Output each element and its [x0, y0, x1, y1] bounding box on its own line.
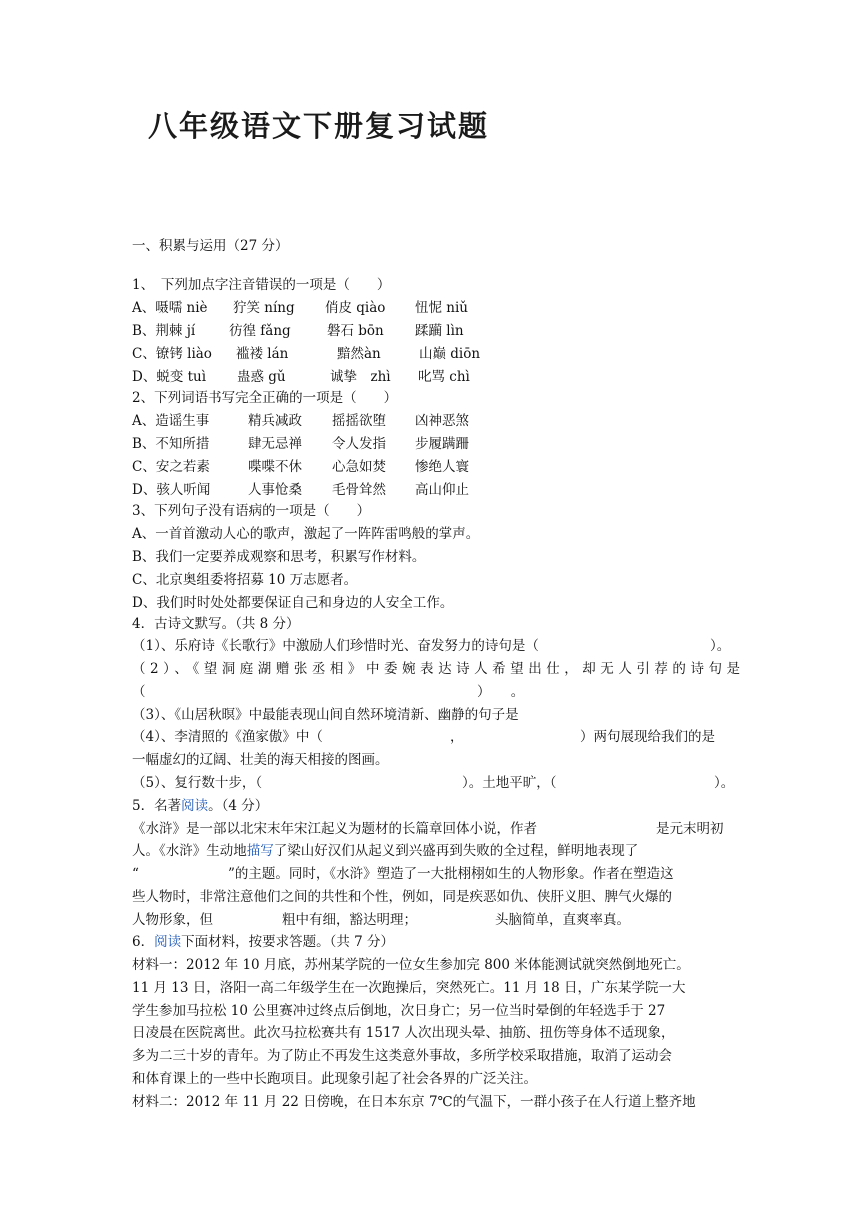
q1-b-3: 磐石 bōn	[327, 323, 384, 339]
q4-item-1	[132, 637, 730, 655]
q5-line-3-a: “	[132, 866, 139, 882]
q1-option-d	[132, 368, 470, 386]
q2-b-2: 肆无忌禅	[248, 436, 302, 452]
q4-item-2-open: （	[132, 684, 146, 700]
q2-a-1: A、造谣生事	[132, 413, 210, 429]
q2-b-3: 令人发指	[332, 436, 386, 452]
q5-stem-b: 。（4 分）	[208, 798, 269, 814]
q1-d-3: 诚挚 zhì	[330, 369, 391, 385]
q1-b-4: 蹂躏 lìn	[415, 323, 464, 339]
q5-line-1-a: 《水浒》是一部以北宋末年宋江起义为题材的长篇章回体小说，作者	[132, 821, 537, 837]
q1-d-2: 蛊惑 gǔ	[237, 369, 286, 385]
q6-stem: 6．阅读下面材料，按要求答题。（共 7 分）	[132, 934, 395, 950]
q5-line-3	[132, 865, 674, 883]
q5-stem	[132, 797, 268, 815]
q5-line-1	[132, 820, 724, 838]
q4-item-5-c: ）。	[714, 775, 735, 791]
q5-describe-link[interactable]: 描写	[246, 843, 274, 859]
q2-d-4: 高山仰止	[415, 482, 469, 498]
q5-line-5-b: 粗中有细，豁达明理；	[282, 912, 417, 928]
q1-stem: 1、 下列加点字注音错误的一项是（ ）	[132, 277, 391, 293]
q4-item-5-a: （5）、复行数十步，（	[132, 775, 263, 791]
q1-d-4: 叱骂 chì	[418, 369, 470, 385]
q6-reading-link[interactable]: 阅读	[154, 934, 182, 950]
q5-line-4: 些人物时，非常注意他们之间的共性和个性，例如，同是疾恶如仇、侠肝义胆、脾气火爆的	[132, 889, 672, 905]
q1-a-1: A、嗫嚅 niè	[132, 300, 208, 316]
q2-d-3: 毛骨耸然	[332, 482, 386, 498]
q4-item-1-text: （1）、乐府诗《长歌行》中激励人们珍惜时光、奋发努力的诗句是（	[132, 638, 539, 654]
q1-option-a	[132, 299, 468, 317]
q1-c-3: 黯然àn	[337, 346, 381, 362]
q5-stem-a: 5．名著	[132, 798, 182, 814]
q6-line-5: 多为二三十岁的青年。为了防止不再发生这类意外事故，多所学校采取措施，取消了运动会	[132, 1048, 672, 1064]
q2-option-a	[132, 412, 469, 430]
q5-line-2-a: 人。《水浒》生动地	[132, 843, 247, 859]
q6-line-1: 材料一：2012 年 10 月底，苏州某学院的一位女生参加完 800 米体能测试就突然倒地死亡。	[132, 957, 690, 973]
q1-b-1: B、荆棘 jí	[132, 323, 196, 339]
q4-item-5-b: ）。土地平旷，（	[462, 775, 557, 791]
q5-line-2-b: 了梁山好汉们从起义到兴盛再到失败的全过程，鲜明地表现了	[273, 843, 639, 859]
q1-d-1: D、蜕变 tuì	[132, 369, 207, 385]
q3-option-b: B、我们一定要养成观察和思考，积累写作材料。	[132, 549, 426, 565]
q2-a-3: 摇摇欲堕	[332, 413, 386, 429]
q2-c-4: 惨绝人寰	[415, 459, 469, 475]
q3-option-d: D、我们时时处处都要保证自己和身边的人安全工作。	[132, 595, 454, 611]
section-heading: 一、积累与运用（27 分）	[132, 238, 289, 254]
q5-line-3-b: ”的主题。同时，《水浒》塑造了一大批栩栩如生的人物形象。作者在塑造这	[228, 866, 674, 882]
q4-item-1-close: ）。	[710, 638, 731, 654]
q4-item-4-tail: ）两句展现给我们的是	[580, 729, 715, 745]
q1-c-4: 山巅 diōn	[419, 346, 481, 362]
q4-item-2-blank	[132, 683, 524, 701]
q2-option-d	[132, 481, 469, 499]
q3-option-a: A、一首首激动人心的歌声，激起了一阵阵雷鸣般的掌声。	[132, 526, 480, 542]
q5-reading-link[interactable]: 阅读	[181, 798, 209, 814]
q4-item-2: （2）、《望洞庭湖赠张丞相》中委婉表达诗人希望出仕，却无人引荐的诗句是	[132, 661, 740, 677]
q5-line-5-c: 头脑简单，直爽率真。	[495, 912, 630, 928]
q5-line-5-a: 人物形象，但	[132, 912, 213, 928]
q1-a-2: 狞笑 níng	[233, 300, 295, 316]
q2-c-1: C、安之若素	[132, 459, 210, 475]
q2-d-2: 人事怆桑	[248, 482, 302, 498]
q2-option-c	[132, 458, 469, 476]
q4-item-5	[132, 774, 734, 792]
q5-line-2	[132, 842, 638, 860]
q4-item-4-comma: ，	[450, 729, 464, 745]
q6-stem-text: 下面材料，按要求答题。（共 7 分）	[181, 934, 395, 950]
q6-line-7: 材料二：2012 年 11 月 22 日傍晚，在日本东京 7℃的气温下，一群小孩子在人行道上整齐地	[132, 1094, 696, 1110]
q2-b-1: B、不知所措	[132, 436, 210, 452]
q4-item-4-cont: 一幅虚幻的辽阔、壮美的海天相接的图画。	[132, 752, 389, 768]
q2-b-4: 步履蹒跚	[415, 436, 469, 452]
q1-c-1: C、镣铐 liào	[132, 346, 212, 362]
q6-line-4: 日凌晨在医院离世。此次马拉松赛共有 1517 人次出现头晕、抽筋、扭伤等身体不适现象，	[132, 1025, 675, 1041]
q4-item-3: （3）、《山居秋暝》中最能表现山间自然环境清新、幽静的句子是	[132, 707, 519, 723]
q4-item-4-text: （4）、李清照的《渔家傲》中（	[132, 729, 323, 745]
q2-option-b	[132, 435, 469, 453]
q1-a-4: 忸怩 niǔ	[415, 300, 468, 316]
q5-line-5	[132, 911, 630, 929]
q2-stem: 2、下列词语书写完全正确的一项是（ ）	[132, 390, 398, 406]
q1-a-3: 俏皮 qiào	[325, 300, 386, 316]
page-title: 八年级语文下册复习试题	[148, 109, 490, 143]
q2-c-3: 心急如焚	[332, 459, 386, 475]
q4-item-2-close: ） 。	[477, 684, 525, 700]
q6-line-6: 和体育课上的一些中长跑项目。此现象引起了社会各界的广泛关注。	[132, 1071, 537, 1087]
q1-b-2: 彷徨 fǎng	[229, 323, 291, 339]
q1-option-b	[132, 322, 464, 340]
q2-d-1: D、骇人听闻	[132, 482, 211, 498]
q2-a-4: 凶神恶煞	[415, 413, 469, 429]
q1-option-c	[132, 345, 480, 363]
q4-stem: 4．古诗文默写。（共 8 分）	[132, 616, 300, 632]
q1-c-2: 褴褛 lán	[236, 346, 289, 362]
q2-a-2: 精兵减政	[248, 413, 302, 429]
q4-item-4	[132, 728, 715, 746]
q6-line-3: 学生参加马拉松 10 公里赛冲过终点后倒地，次日身亡；另一位当时晕倒的年轻选手于 27	[132, 1003, 666, 1019]
q2-c-2: 喋喋不休	[248, 459, 302, 475]
q5-line-1-b: 是元末明初	[656, 821, 724, 837]
q6-line-2: 11 月 13 日，洛阳一高二年级学生在一次跑操后，突然死亡。11 月 18 日，广东某学院一大	[132, 980, 686, 996]
q3-stem: 3、下列句子没有语病的一项是（ ）	[132, 503, 371, 519]
q3-option-c: C、北京奥组委将招募 10 万志愿者。	[132, 572, 358, 588]
